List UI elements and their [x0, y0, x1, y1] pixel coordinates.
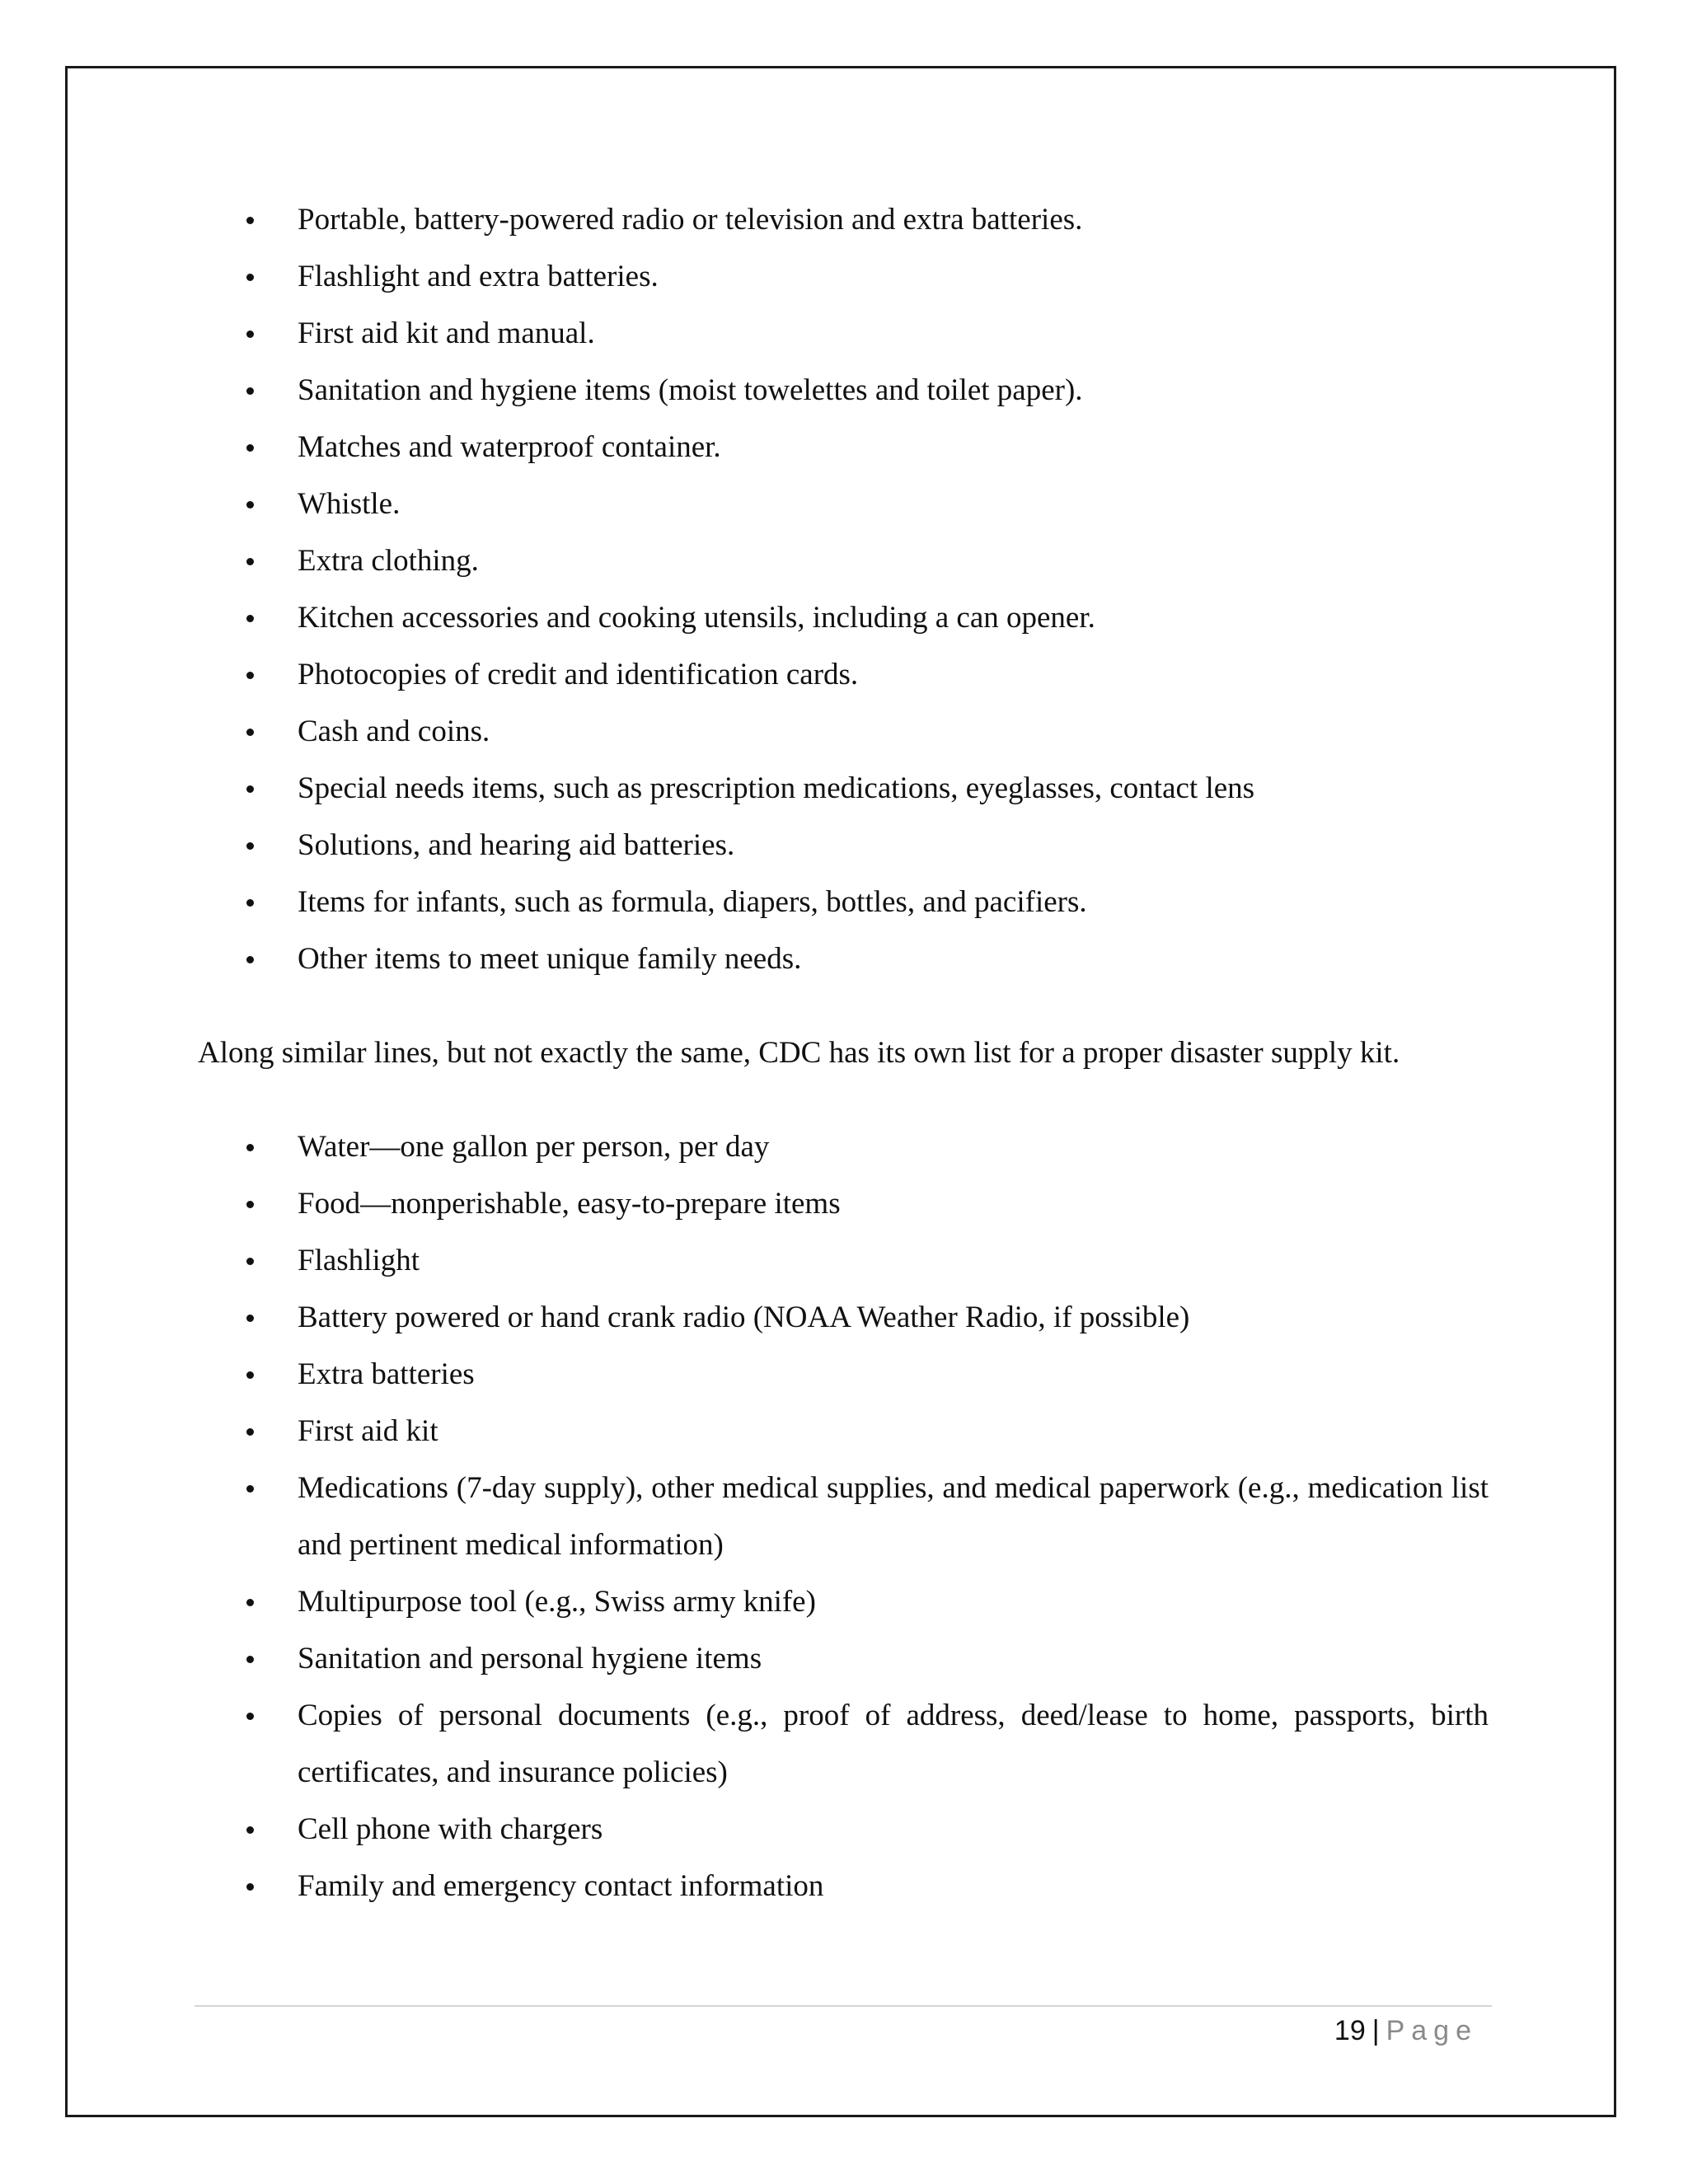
- list-item-text: Extra clothing.: [298, 544, 479, 578]
- list-item-text: Medications (7-day supply), other medical supplies, and medical paperwork (e.g., medication list and pertinent medical information): [298, 1471, 1489, 1562]
- bullet-icon: [246, 1883, 254, 1891]
- list-item-text: Extra batteries: [298, 1357, 475, 1391]
- bullet-icon: [246, 842, 254, 850]
- bullet-icon: [246, 1485, 254, 1493]
- list-item-text: Food—nonperishable, easy-to-prepare items: [298, 1187, 841, 1221]
- list-item-text: Photocopies of credit and identification cards.: [298, 658, 859, 691]
- list-item-text: Sanitation and personal hygiene items: [298, 1642, 762, 1675]
- bullet-icon: [246, 1144, 254, 1151]
- list-item: [198, 1118, 1489, 1175]
- list-item: [198, 1346, 1489, 1403]
- list-item-text: First aid kit and manual.: [298, 316, 595, 350]
- bullet-icon: [246, 558, 254, 565]
- bullet-icon: [246, 1826, 254, 1834]
- list-item: [198, 305, 1489, 362]
- list-item: [198, 1801, 1489, 1858]
- page-label: Page: [1386, 2015, 1478, 2046]
- list-item: [198, 646, 1489, 703]
- list-item: [198, 476, 1489, 532]
- bullet-icon: [246, 1315, 254, 1322]
- list-item: [198, 419, 1489, 476]
- list-item-text: Family and emergency contact information: [298, 1869, 824, 1903]
- list-item-text: Cell phone with chargers: [298, 1812, 603, 1846]
- list-item-text: Water—one gallon per person, per day: [298, 1130, 770, 1164]
- bullet-icon: [246, 672, 254, 679]
- bullet-icon: [246, 217, 254, 224]
- bullet-icon: [246, 1713, 254, 1720]
- bullet-icon: [246, 1599, 254, 1606]
- list-item: [198, 760, 1489, 817]
- list-item: [198, 1232, 1489, 1289]
- bullet-icon: [246, 1258, 254, 1265]
- list-item-text: Whistle.: [298, 487, 401, 521]
- bullet-icon: [246, 1201, 254, 1208]
- list-item-text: Sanitation and hygiene items (moist towelettes and toilet paper).: [298, 373, 1083, 407]
- bullet-icon: [246, 274, 254, 281]
- list-item: [198, 532, 1489, 589]
- list-item: [198, 1858, 1489, 1915]
- bullet-icon: [246, 387, 254, 395]
- page-content: [198, 191, 1489, 1915]
- list-item-text: Special needs items, such as prescription medications, eyeglasses, contact lens: [298, 771, 1255, 805]
- list-item: [198, 1687, 1489, 1801]
- body-paragraph: Along similar lines, but not exactly the same, CDC has its own list for a proper disaster supply kit.: [198, 1036, 1400, 1070]
- list-item: [198, 589, 1489, 646]
- bullet-icon: [246, 1656, 254, 1663]
- bullet-icon: [246, 729, 254, 736]
- list-item-text: Flashlight and extra batteries.: [298, 260, 659, 293]
- cdc-supply-list: [198, 1118, 1489, 1915]
- list-item-text: Multipurpose tool (e.g., Swiss army knife): [298, 1585, 816, 1619]
- page-number: 19: [1334, 2015, 1366, 2046]
- list-item: [198, 874, 1489, 930]
- list-item: [198, 930, 1489, 987]
- list-item: [198, 1573, 1489, 1630]
- list-item-text: Flashlight: [298, 1244, 420, 1277]
- list-item: [198, 1460, 1489, 1573]
- bullet-icon: [246, 444, 254, 452]
- list-item: [198, 191, 1489, 248]
- list-item-text: Battery powered or hand crank radio (NOAA Weather Radio, if possible): [298, 1301, 1190, 1334]
- list-item: [198, 362, 1489, 419]
- page-footer: [1334, 2008, 1478, 2053]
- bullet-icon: [246, 899, 254, 907]
- list-item: [198, 703, 1489, 760]
- list-item: [198, 1630, 1489, 1687]
- bullet-icon: [246, 1428, 254, 1436]
- bullet-icon: [246, 1371, 254, 1379]
- list-item-text: First aid kit: [298, 1414, 438, 1448]
- list-item-text: Cash and coins.: [298, 715, 490, 748]
- bullet-icon: [246, 785, 254, 793]
- list-item-text: Copies of personal documents (e.g., proof of address, deed/lease to home, passports, birth certificates, and insurance policies): [298, 1699, 1489, 1789]
- list-item-text: Portable, battery-powered radio or television and extra batteries.: [298, 203, 1083, 237]
- bullet-icon: [246, 615, 254, 622]
- footer-separator: |: [1372, 2015, 1380, 2046]
- bullet-icon: [246, 330, 254, 338]
- list-item: [198, 1403, 1489, 1460]
- list-item: [198, 1289, 1489, 1346]
- list-item-text: Kitchen accessories and cooking utensils, including a can opener.: [298, 601, 1095, 635]
- list-item-text: Solutions, and hearing aid batteries.: [298, 828, 735, 862]
- list-item-text: Items for infants, such as formula, diapers, bottles, and pacifiers.: [298, 885, 1087, 919]
- footer-rule: [195, 2005, 1492, 2007]
- list-item-text: Matches and waterproof container.: [298, 430, 721, 464]
- list-item: [198, 817, 1489, 874]
- list-item-text: Other items to meet unique family needs.: [298, 942, 802, 976]
- list-item: [198, 248, 1489, 305]
- bullet-icon: [246, 501, 254, 509]
- list-item: [198, 1175, 1489, 1232]
- bullet-icon: [246, 956, 254, 963]
- supply-list-one: [198, 191, 1489, 987]
